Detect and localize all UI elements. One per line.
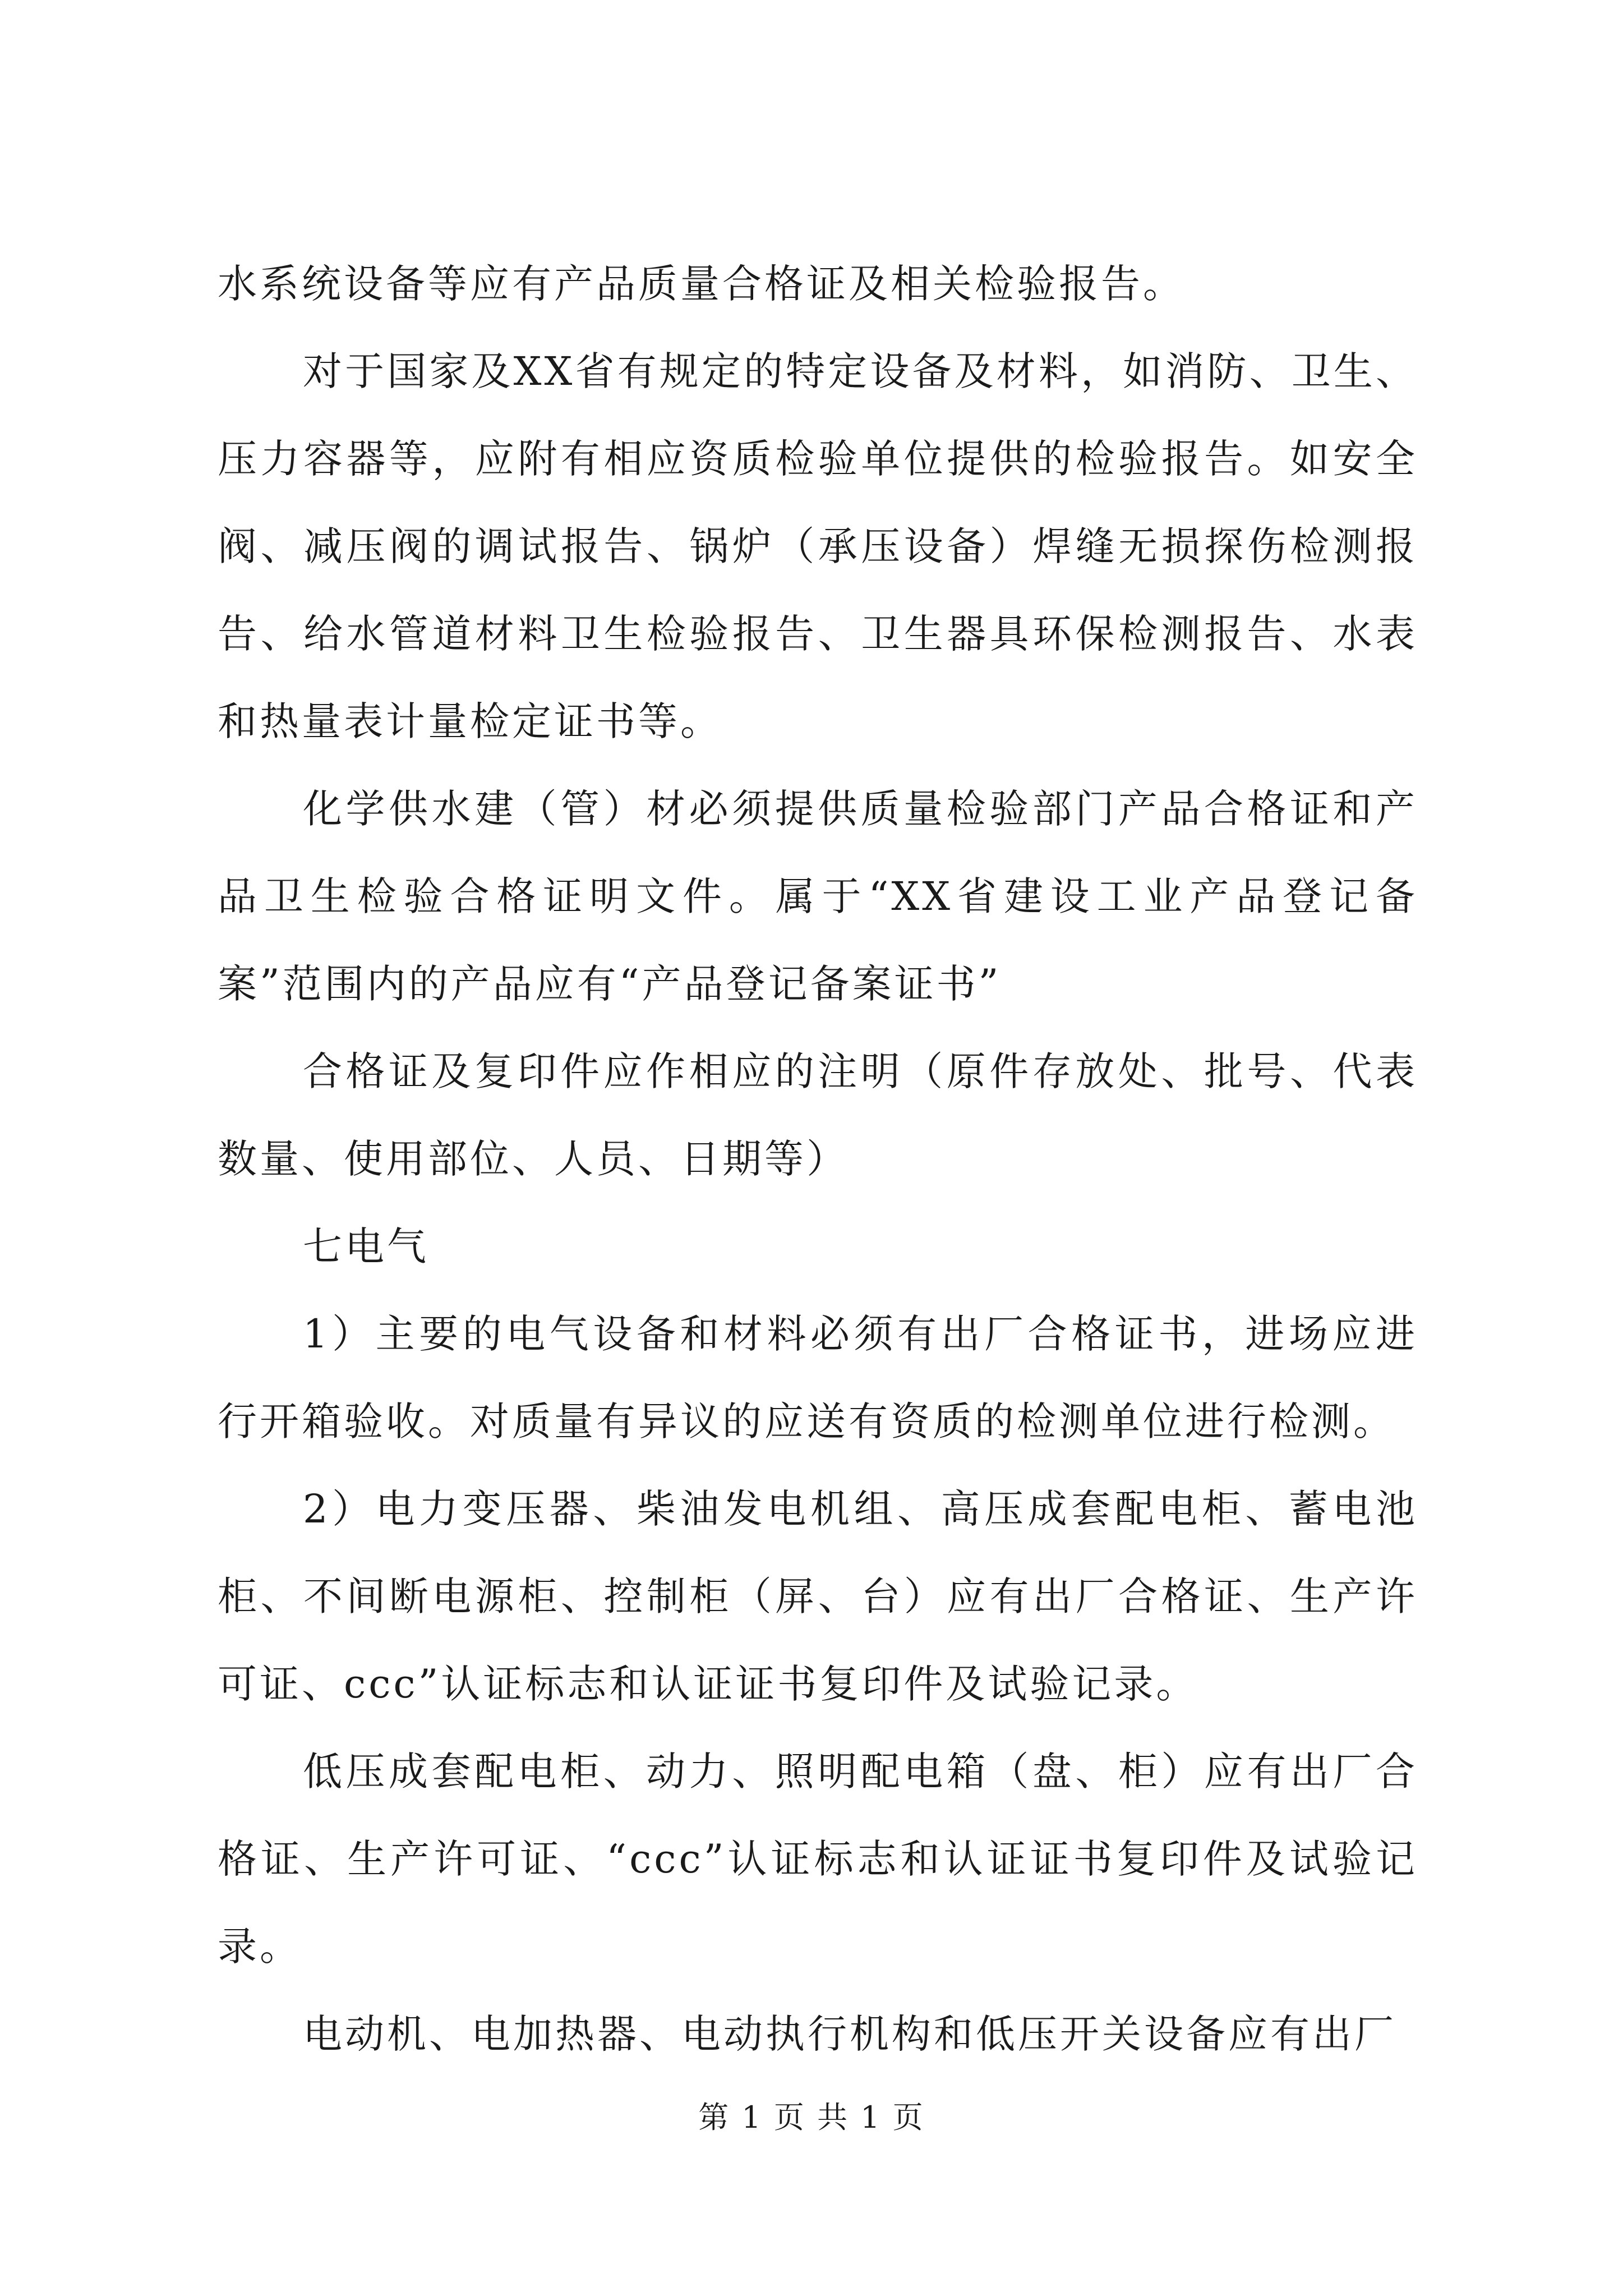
paragraph-1: 水系统设备等应有产品质量合格证及相关检验报告。 [218,261,1185,307]
paragraph-2: 对于国家及XX省有规定的特定设备及材料，如消防、卫生、压力容器等，应附有相应资质检验单位提供的检验报告。如安全阀、减压阀的调试报告、锅炉（承压设备）焊缝无损探伤检测报告、给水管道材料卫生检验报告、卫生器具环保检测报告、水表和热量表计量检定证书等。 [218,348,1418,744]
paragraph-item-2: 2）电力变压器、柴油发电机组、高压成套配电柜、蓄电池柜、不间断电源柜、控制柜（屏、台）应有出厂合格证、生产许可证、ccc”认证标志和认证证书复印件及试验记录。 [218,1486,1418,1707]
paragraph-item-1: 1）主要的电气设备和材料必须有出厂合格证书，进场应进行开箱验收。对质量有异议的应送有资质的检测单位进行检测。 [218,1311,1418,1444]
paragraph-3: 化学供水建（管）材必须提供质量检验部门产品合格证和产品卫生检验合格证明文件。属于“XX省建设工业产品登记备案”范围内的产品应有“产品登记备案证书” [218,786,1418,1007]
paragraph-motors: 电动机、电加热器、电动执行机构和低压开关设备应有出厂 [303,2011,1396,2057]
paragraph-4: 合格证及复印件应作相应的注明（原件存放处、批号、代表数量、使用部位、人员、日期等） [218,1048,1418,1182]
page-footer: 第 1 页 共 1 页 [698,2100,925,2135]
paragraph-low-voltage: 低压成套配电柜、动力、照明配电箱（盘、柜）应有出厂合格证、生产许可证、“ccc”认证标志和认证证书复印件及试验记录。 [218,1749,1418,1970]
section-heading-electrical: 七电气 [303,1223,429,1269]
document-body [218,240,1418,2078]
